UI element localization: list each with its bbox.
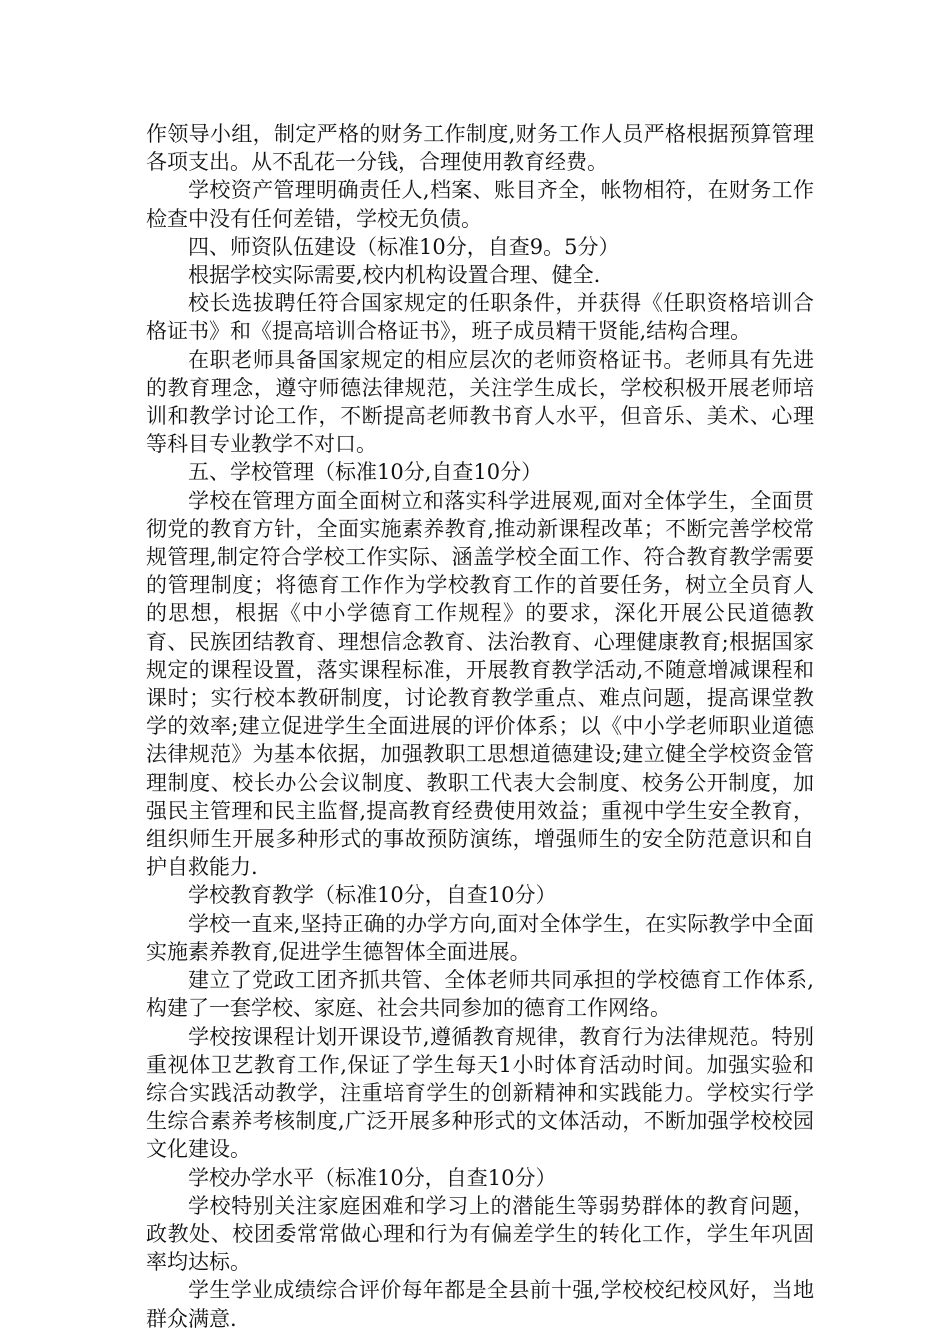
section-heading-school-level: 学校办学水平（标准10分，自查10分） [188, 1165, 557, 1190]
paragraph-finance-group: 作领导小组，制定严格的财务工作制度,财务工作人员严格根据预算管理各项支出。从不乱花一分钱，合理使用教育经费。 [146, 122, 814, 175]
paragraph-institutions: 根据学校实际需要,校内机构设置合理、健全. [188, 263, 601, 288]
paragraph-principal: 校长选拔聘任符合国家规定的任职条件，并获得《任职资格培训合格证书》和《提高培训合格证书》，班子成员精干贤能,结构合理。 [146, 291, 814, 344]
paragraph-disadvantaged-students: 学校特别关注家庭困难和学习上的潜能生等弱势群体的教育问题，政教处、校团委常常做心理和行为有偏差学生的转化工作，学生年巩固率均达标。 [146, 1193, 814, 1275]
section-heading-teachers: 四、师资队伍建设（标准10分，自查9。5分） [188, 234, 620, 259]
paragraph-teaching-direction: 学校一直来,坚持正确的办学方向,面对全体学生，在实际教学中全面实施素养教育,促进学生德智体全面进展。 [146, 911, 814, 964]
paragraph-management-detail: 学校在管理方面全面树立和落实科学进展观,面对全体学生，全面贯彻党的教育方针，全面实施素养教育,推动新课程改革；不断完善学校常规管理,制定符合学校工作实际、涵盖学校全面工作、符合教育教学需要的管理制度；将德育工作作为学校教育工作的首要任务，树立全员育人的思想，根据《中小学德育工作规程》的要求，深化开展公民道德教育、民族团结教育、理想信念教育、法治教育、心理健康教育;根据国家规定的课程设置，落实课程标准，开展教育教学活动,不随意增减课程和课时；实行校本教研制度，讨论教育教学重点、难点问题，提高课堂教学的效率;建立促进学生全面进展的评价体系；以《中小学老师职业道德法律规范》为基本依据，加强教职工思想道德建设;建立健全学校资金管理制度、校长办公会议制度、教职工代表大会制度、校务公开制度，加强民主管理和民主监督,提高教育经费使用效益；重视中学生安全教育，组织师生开展多种形式的事故预防演练，增强师生的安全防范意识和自护自救能力. [146, 488, 814, 880]
section-heading-teaching: 学校教育教学（标准10分，自查10分） [188, 883, 557, 908]
paragraph-asset-management: 学校资产管理明确责任人,档案、账目齐全，帐物相符，在财务工作检查中没有任何差错，学校无负债。 [146, 178, 814, 231]
paragraph-academic-results: 学生学业成绩综合评价每年都是全县前十强,学校校纪校风好，当地群众满意. [146, 1278, 814, 1331]
document-page [146, 120, 814, 1333]
paragraph-teacher-qualification: 在职老师具备国家规定的相应层次的老师资格证书。老师具有先进的教育理念，遵守师德法律规范，关注学生成长，学校积极开展老师培训和教学讨论工作，不断提高老师教书育人水平，但音乐、美术、心理等科目专业教学不对口。 [146, 347, 814, 457]
section-heading-management: 五、学校管理（标准10分,自查10分） [188, 460, 543, 485]
paragraph-moral-education: 建立了党政工团齐抓共管、全体老师共同承担的学校德育工作体系,构建了一套学校、家庭、社会共同参加的德育工作网络。 [146, 968, 814, 1021]
paragraph-curriculum: 学校按课程计划开课设节,遵循教育规律，教育行为法律规范。特别重视体卫艺教育工作,保证了学生每天1小时体育活动时间。加强实验和综合实践活动教学，注重培育学生的创新精神和实践能力。学校实行学生综合素养考核制度,广泛开展多种形式的文体活动，不断加强学校校园文化建设。 [146, 1024, 814, 1162]
